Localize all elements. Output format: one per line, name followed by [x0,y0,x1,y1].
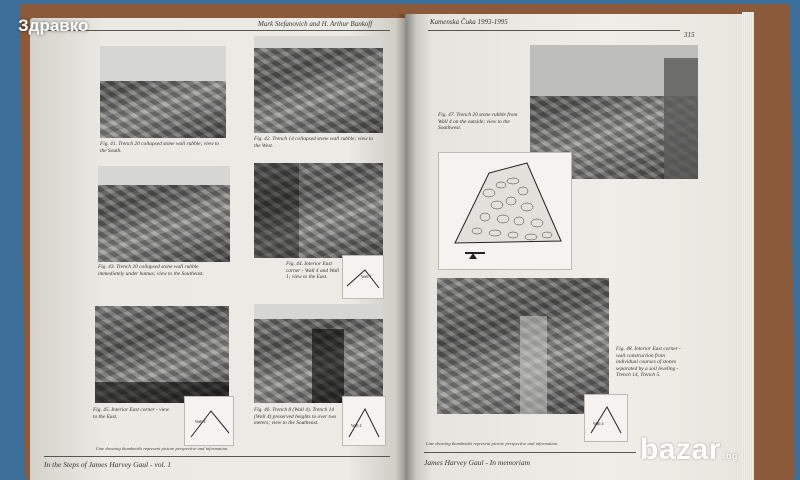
caption-fig44: Fig. 44. Interior East corner - Wall 4 and Wall 1; view to the East. [286,261,340,281]
caption-fig41: Fig. 41. Trench 20 collapsed stone wall rubble; view to the South. [100,141,220,154]
header-left: Mark Stefanovich and H. Arthur Bankoff [258,20,373,28]
thumb-fig46-sketch [343,397,385,445]
photo-fig42 [254,36,383,133]
footer-right: James Harvey Gaul - In memoriam [424,458,531,467]
thumb-fig45 [184,396,234,446]
thumb-fig44 [342,255,384,299]
header-rule-right [428,30,680,31]
thumb-fig44-sketch [343,256,383,298]
photo-fig46 [254,304,383,403]
watermark [640,433,738,467]
plan-drawing [438,152,572,270]
caption-fig47: Fig. 47. Trench 20 stone rubble from Wall 4 on the outside; view to the Southwest. [438,112,518,132]
photo-fig45 [95,306,229,403]
footer-left: In the Steps of James Harvey Gaul - vol. 1 [44,460,172,469]
thumb-fig48-sketch [585,395,627,441]
photo-fig41 [100,46,226,138]
thumb-fig46-label: Wall 4 [351,423,362,428]
thumb-fig45-label: Wall 4 [195,419,206,424]
left-thumbnail-note: Line drawing thumbnails represent picture perspective and information. [96,446,229,451]
caption-fig43: Fig. 43. Trench 20 collapsed stone wall rubble immediately under humus; view to the Southeast. [98,264,204,277]
thumb-fig46 [342,396,386,446]
page-edges [742,12,754,480]
caption-fig48: Fig. 48. Interior East corner - wall construction from individual courses of stones separated by a soil leveling - Trench 14, Trench 5. [616,346,681,379]
book-gutter [396,14,416,480]
watermark-suffix: .bg [722,451,738,461]
header-right: Kamenska Čuka 1993-1995 [430,18,508,26]
caption-fig46: Fig. 46. Trench 8 (Wall 4). Trench 14 (Wall 4) preserved heights to over two meters; view to the Southeast. [254,407,337,427]
footer-rule-right [424,452,636,453]
thumb-fig44-label: Wall 1 [361,274,372,279]
thumb-fig48 [584,394,628,442]
page-number: 315 [684,31,695,39]
plan-drawing-sketch [439,153,571,269]
right-thumbnail-note: Line drawing thumbnails represent picture perspective and information. [426,441,559,446]
thumb-fig48-label: Wall 4 [593,421,604,426]
thumb-fig45-sketch [185,397,233,445]
footer-rule-left [44,456,390,457]
photo-fig44 [254,163,383,258]
top-badge: Здравко [18,16,89,35]
caption-fig42: Fig. 42. Trench 14 collapsed stone wall rubble; view to the West. [254,136,374,149]
photo-fig43 [98,166,230,262]
caption-fig45: Fig. 45. Interior East corner - view to the East. [93,407,170,420]
watermark-main: bazar [640,433,721,466]
header-rule-left [44,30,390,31]
